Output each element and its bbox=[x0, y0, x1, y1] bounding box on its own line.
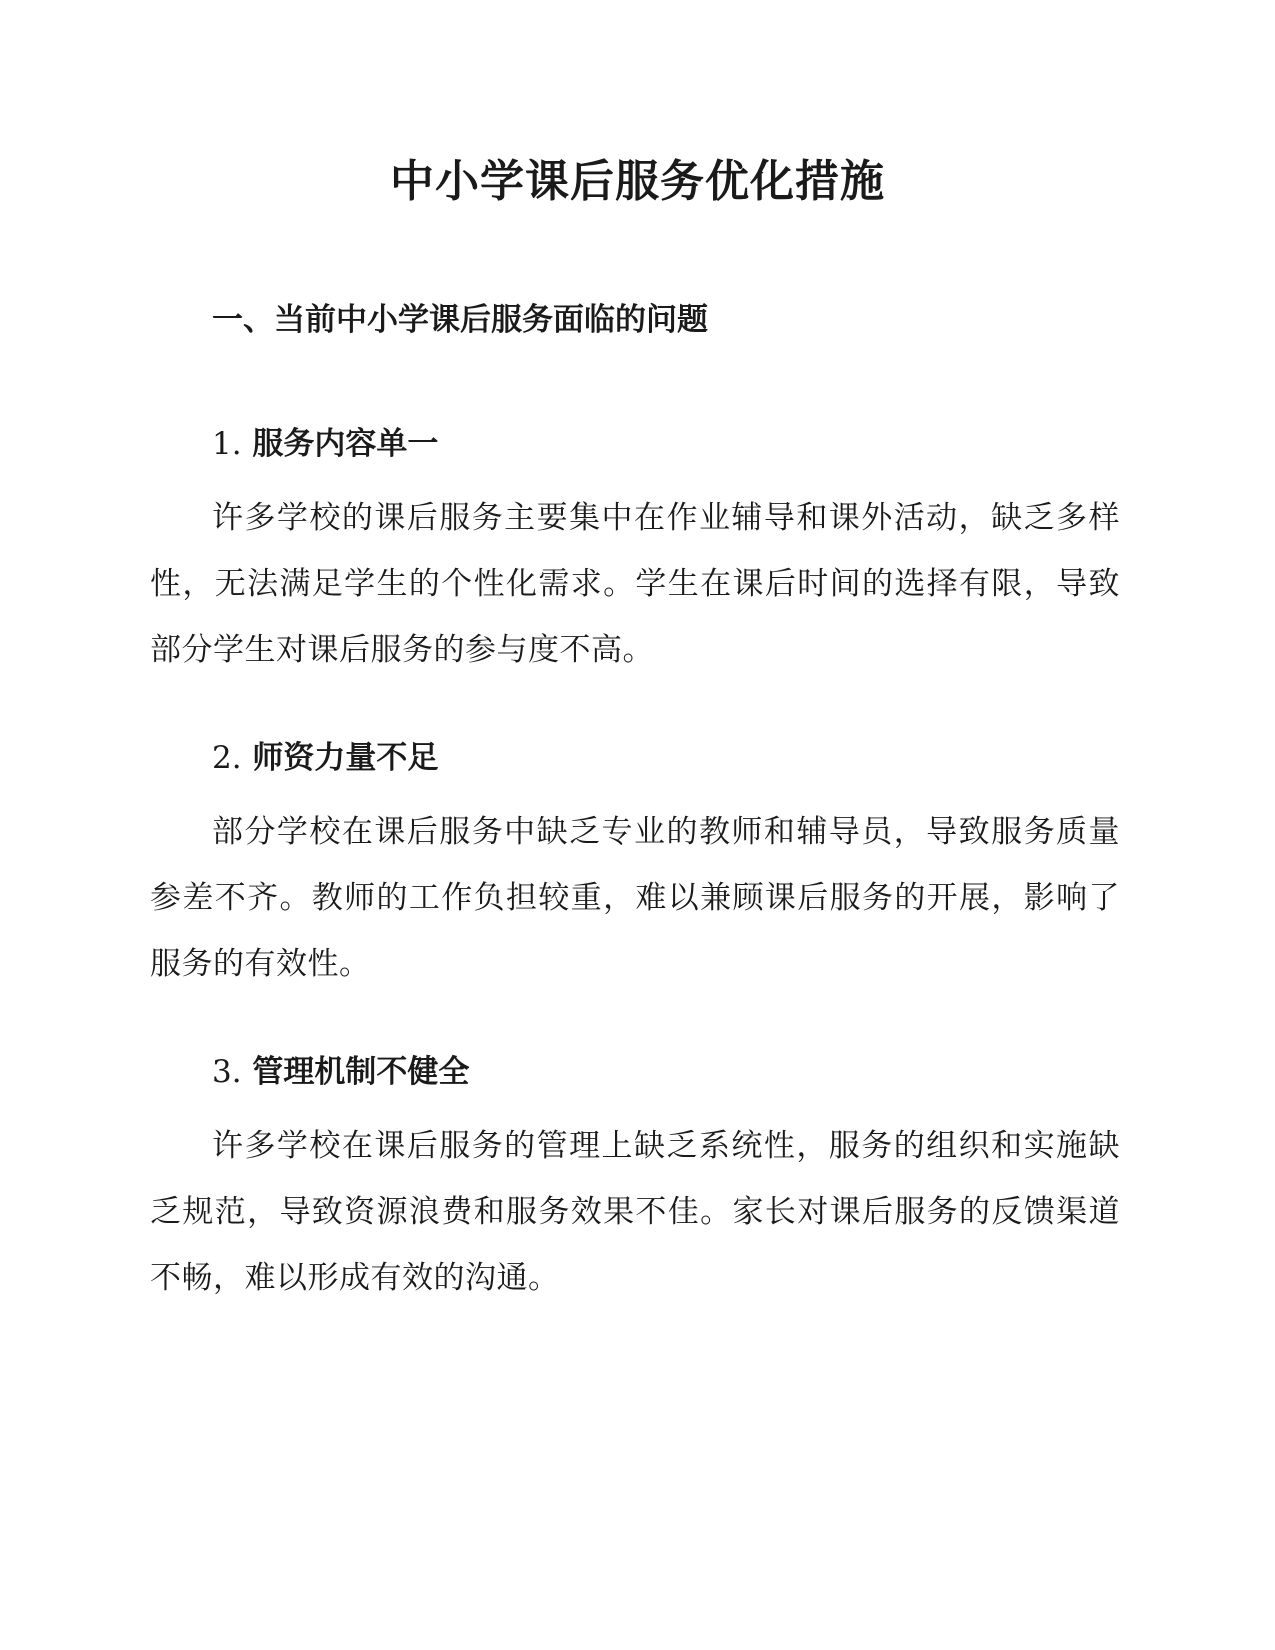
subsection-teaching-staff bbox=[150, 736, 1120, 997]
subsection-paragraph: 许多学校在课后服务的管理上缺乏系统性，服务的组织和实施缺乏规范，导致资源浪费和服务效果不佳。家长对课后服务的反馈渠道不畅，难以形成有效的沟通。 bbox=[150, 1128, 1120, 1296]
subsection-number: 1. bbox=[212, 426, 242, 462]
subsection-management bbox=[150, 1050, 1120, 1311]
subsection-heading bbox=[212, 736, 1120, 780]
page-title: 中小学课后服务优化措施 bbox=[390, 156, 885, 207]
subsection-number: 2. bbox=[212, 740, 242, 776]
subsection-title: 管理机制不健全 bbox=[252, 1054, 470, 1090]
subsection-number: 3. bbox=[212, 1054, 242, 1090]
subsection-service-content bbox=[150, 422, 1120, 683]
subsection-paragraph: 部分学校在课后服务中缺乏专业的教师和辅导员，导致服务质量参差不齐。教师的工作负担较重，难以兼顾课后服务的开展，影响了服务的有效性。 bbox=[150, 814, 1120, 982]
subsection-heading bbox=[212, 422, 1120, 466]
subsection-title: 师资力量不足 bbox=[252, 740, 439, 776]
section-heading: 一、当前中小学课后服务面临的问题 bbox=[212, 302, 708, 338]
subsection-title: 服务内容单一 bbox=[252, 426, 439, 462]
subsection-paragraph: 许多学校的课后服务主要集中在作业辅导和课外活动，缺乏多样性，无法满足学生的个性化需求。学生在课后时间的选择有限，导致部分学生对课后服务的参与度不高。 bbox=[150, 500, 1120, 668]
subsection-heading bbox=[212, 1050, 1120, 1094]
